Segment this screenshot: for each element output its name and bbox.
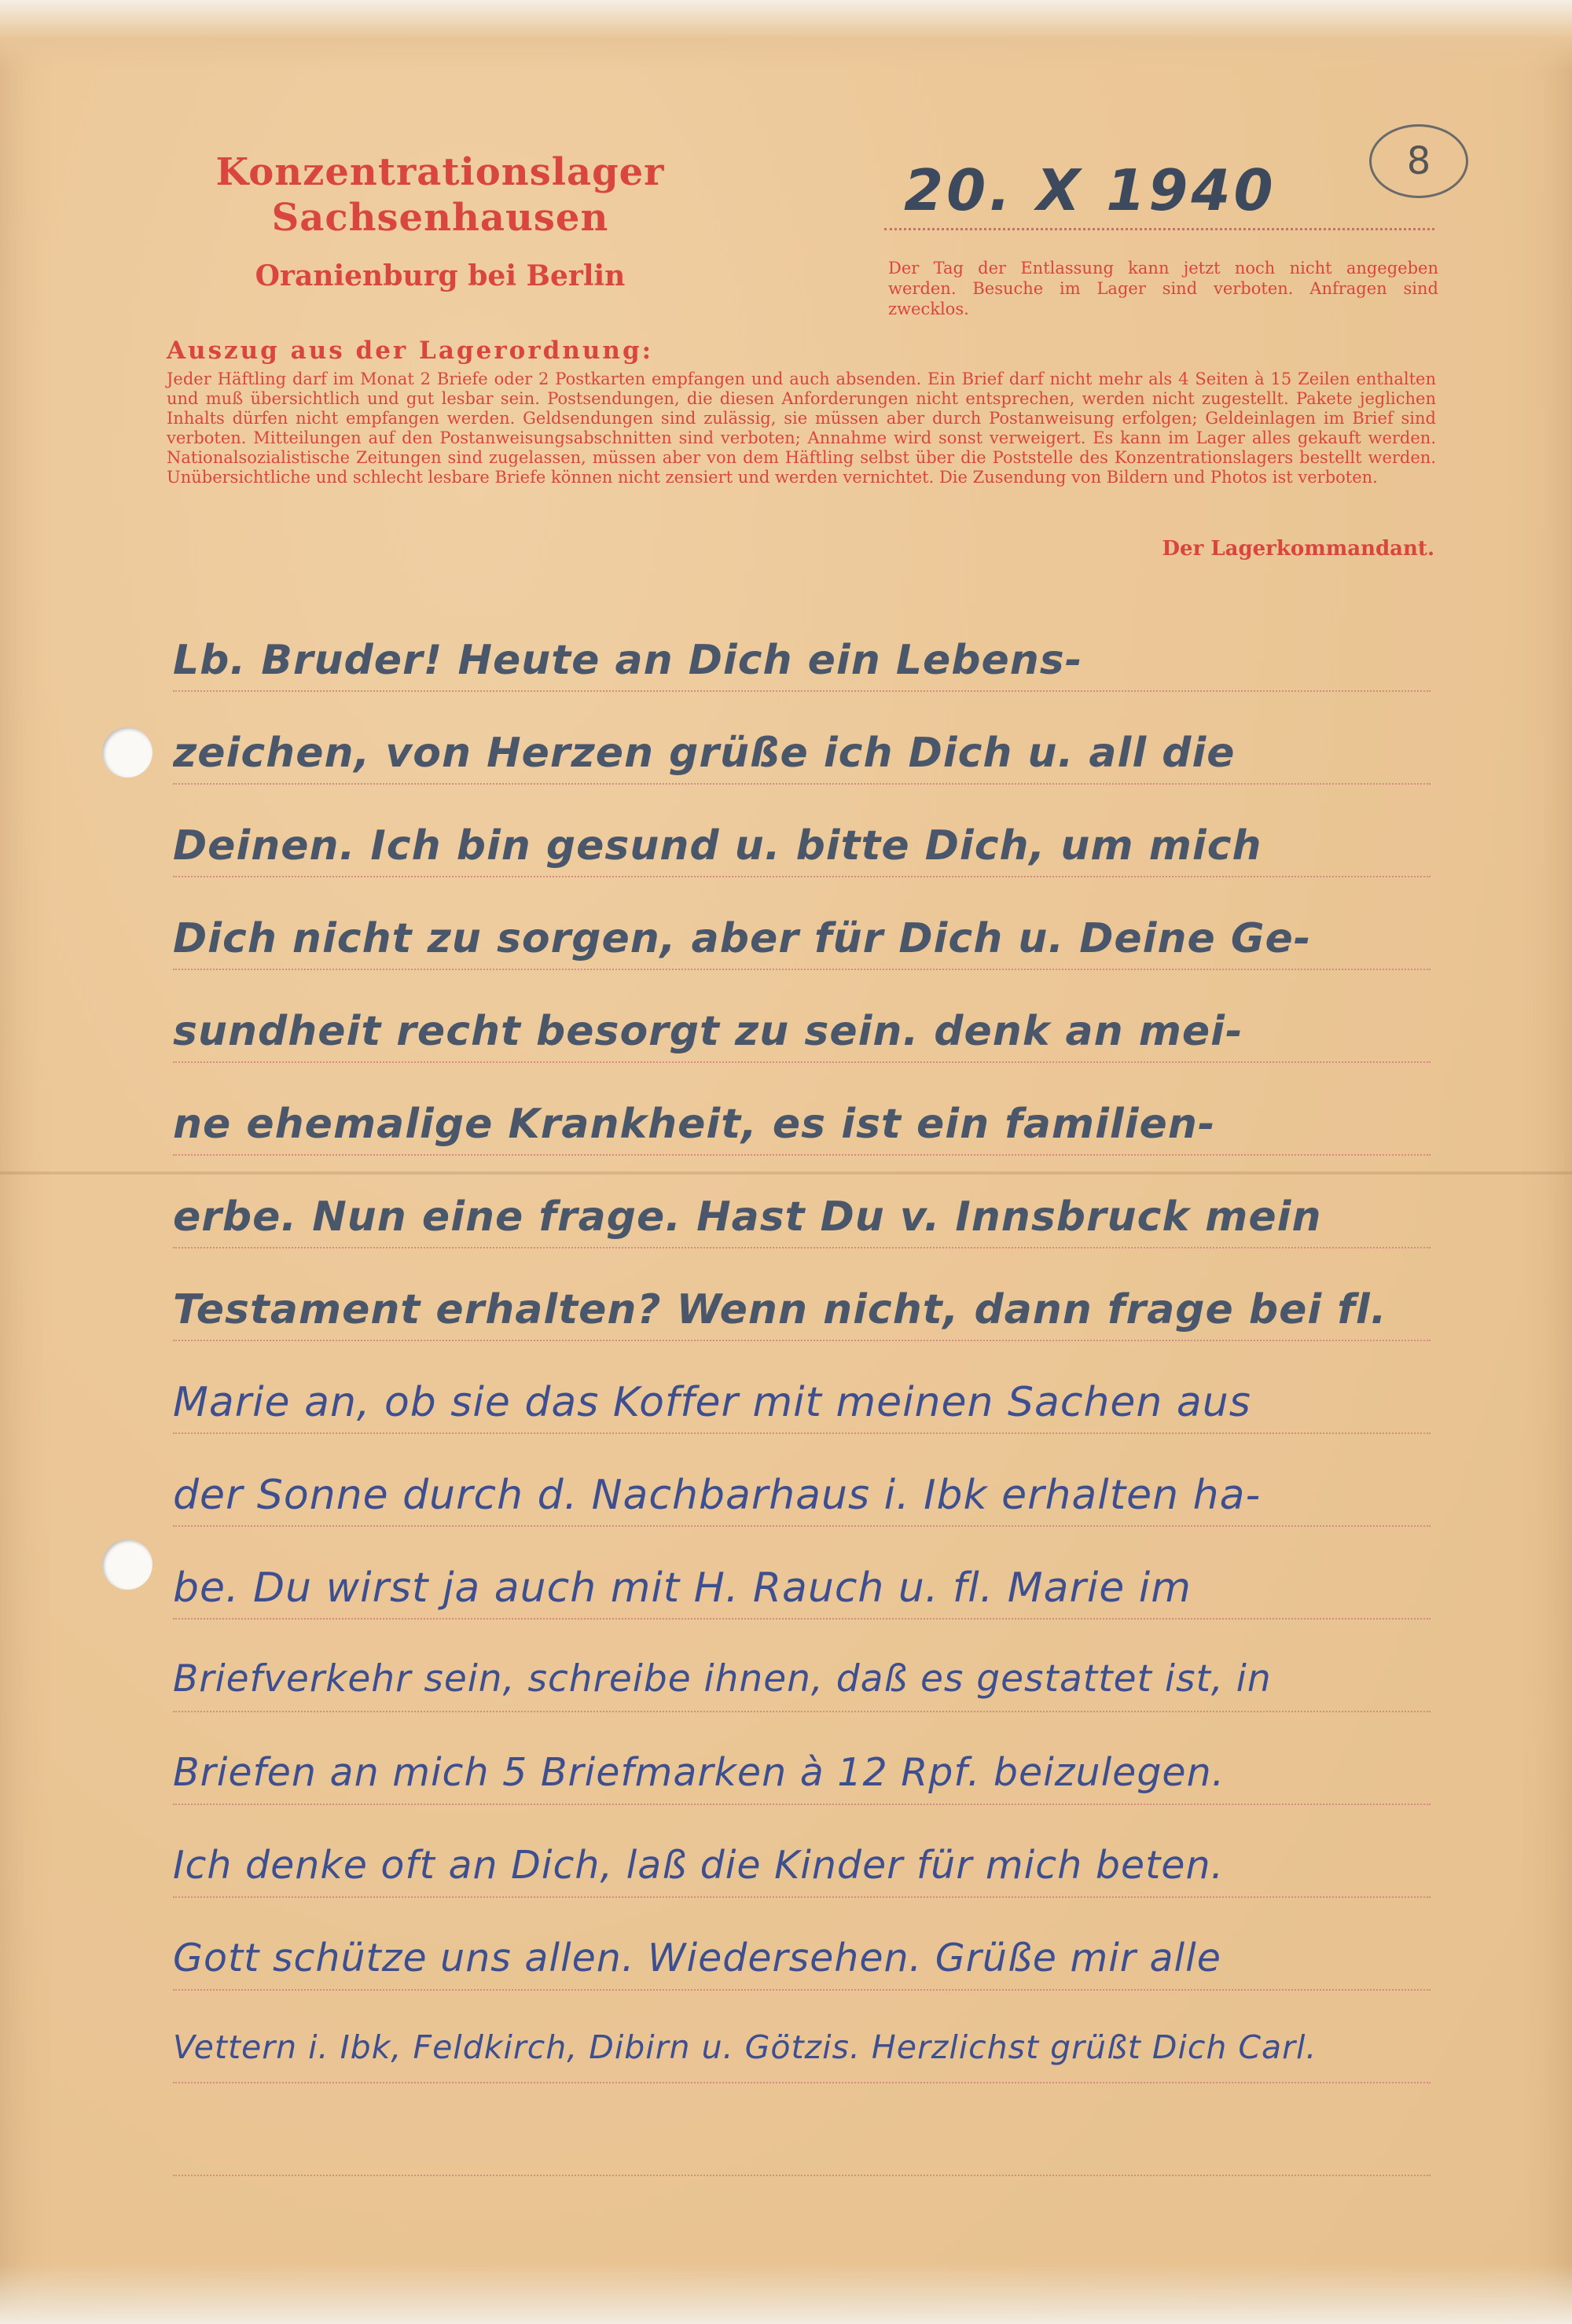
- letter-line: Briefen an mich 5 Briefmarken à 12 Rpf. beizulegen.: [173, 1750, 1225, 1795]
- ruled-line: [173, 1618, 1431, 1620]
- letter-line: Lb. Bruder! Heute an Dich ein Lebens-: [173, 637, 1083, 684]
- ruled-line: [173, 876, 1431, 877]
- ruled-line: [173, 1711, 1431, 1712]
- paper-fold: [0, 1171, 1572, 1175]
- ruled-line: [173, 1340, 1431, 1341]
- punch-hole: [102, 1539, 152, 1590]
- letter-line: ne ehemalige Krankheit, es ist ein familien-: [173, 1101, 1216, 1148]
- ruled-line: [173, 2175, 1431, 2176]
- ruled-line: [173, 1247, 1431, 1248]
- camp-name: Konzentrationslager Sachsenhausen: [215, 150, 665, 240]
- letter-line: zeichen, von Herzen grüße ich Dich u. all die: [173, 730, 1236, 777]
- letter-line: Ich denke oft an Dich, laß die Kinder für mich beten.: [173, 1843, 1225, 1888]
- letter-line: erbe. Nun eine frage. Hast Du v. Innsbruck mein: [173, 1193, 1322, 1241]
- ruled-line: [173, 1804, 1431, 1805]
- regulations-title: Auszug aus der Lagerordnung:: [167, 336, 654, 365]
- ruled-line: [173, 1989, 1431, 1991]
- ruled-line: [173, 2082, 1431, 2083]
- ruled-line: [173, 690, 1431, 692]
- paper-bottom-edge: [0, 2264, 1572, 2324]
- letter-line: sundheit recht besorgt zu sein. denk an mei-: [173, 1008, 1243, 1055]
- letter-line: Vettern i. Ibk, Feldkirch, Dibirn u. Götzis. Herzlichst grüßt Dich Carl.: [173, 2028, 1317, 2066]
- page-number-circle: 8: [1369, 124, 1468, 198]
- ruled-line: [173, 969, 1431, 970]
- camp-location: Oranienburg bei Berlin: [255, 259, 626, 292]
- letter-line: Marie an, ob sie das Koffer mit meinen Sachen aus: [173, 1379, 1251, 1426]
- release-note: Der Tag der Entlassung kann jetzt noch nicht angegeben werden. Besuche im Lager sind verboten. Anfragen sind zwecklos.: [888, 259, 1438, 318]
- ruled-line: [173, 1432, 1431, 1434]
- date-dotted-line: [884, 228, 1434, 230]
- ruled-line: [173, 1525, 1431, 1527]
- punch-hole: [102, 727, 152, 778]
- letter-line: der Sonne durch d. Nachbarhaus i. Ibk erhalten ha-: [173, 1472, 1262, 1519]
- torn-top-edge: [0, 0, 1572, 71]
- date-handwritten: 20. X 1940: [904, 157, 1276, 223]
- letter-line: Dich nicht zu sorgen, aber für Dich u. Deine Ge-: [173, 915, 1312, 962]
- ruled-line: [173, 1896, 1431, 1898]
- letter-line: Briefverkehr sein, schreibe ihnen, daß es gestattet ist, in: [173, 1657, 1272, 1701]
- commandant-signature: Der Lagerkommandant.: [1162, 537, 1434, 561]
- ruled-line: [173, 783, 1431, 785]
- letter-line: Testament erhalten? Wenn nicht, dann frage bei fl.: [173, 1286, 1387, 1333]
- ruled-line: [173, 1061, 1431, 1063]
- ruled-line: [173, 1154, 1431, 1156]
- letter-line: be. Du wirst ja auch mit H. Rauch u. fl. Marie im: [173, 1565, 1192, 1612]
- regulations-text: Jeder Häftling darf im Monat 2 Briefe oder 2 Postkarten empfangen und auch absenden. Ein Brief darf nicht mehr als 4 Seiten à 15 Zeilen enthalten und muß übersichtlich und gut lesbar sein. Postsendungen, die diesen Anforderungen nicht entsprechen, werden nicht zugestellt. Pakete jeglichen Inhalts dürfen nicht empfangen werden. Geldsendungen sind zulässig, sie müssen aber durch Postanweisung erfolgen; Geldeinlagen im Brief sind verboten. Mitteilungen auf den Postanweisungsabschnitten sind verboten; Annahme wird sonst verweigert. Es kann im Lager alles gekauft werden. Nationalsozialistische Zeitungen sind zugelassen, müssen aber von dem Häftling selbst über die Poststelle des Konzentrationslagers bestellt werden. Unübersichtliche und schlecht lesbare Briefe können nicht zensiert und werden vernichtet. Die Zusendung von Bildern und Photos ist verboten.: [167, 370, 1436, 487]
- letter-line: Deinen. Ich bin gesund u. bitte Dich, um mich: [173, 822, 1262, 870]
- letter-line: Gott schütze uns allen. Wiedersehen. Grüße mir alle: [173, 1936, 1221, 1980]
